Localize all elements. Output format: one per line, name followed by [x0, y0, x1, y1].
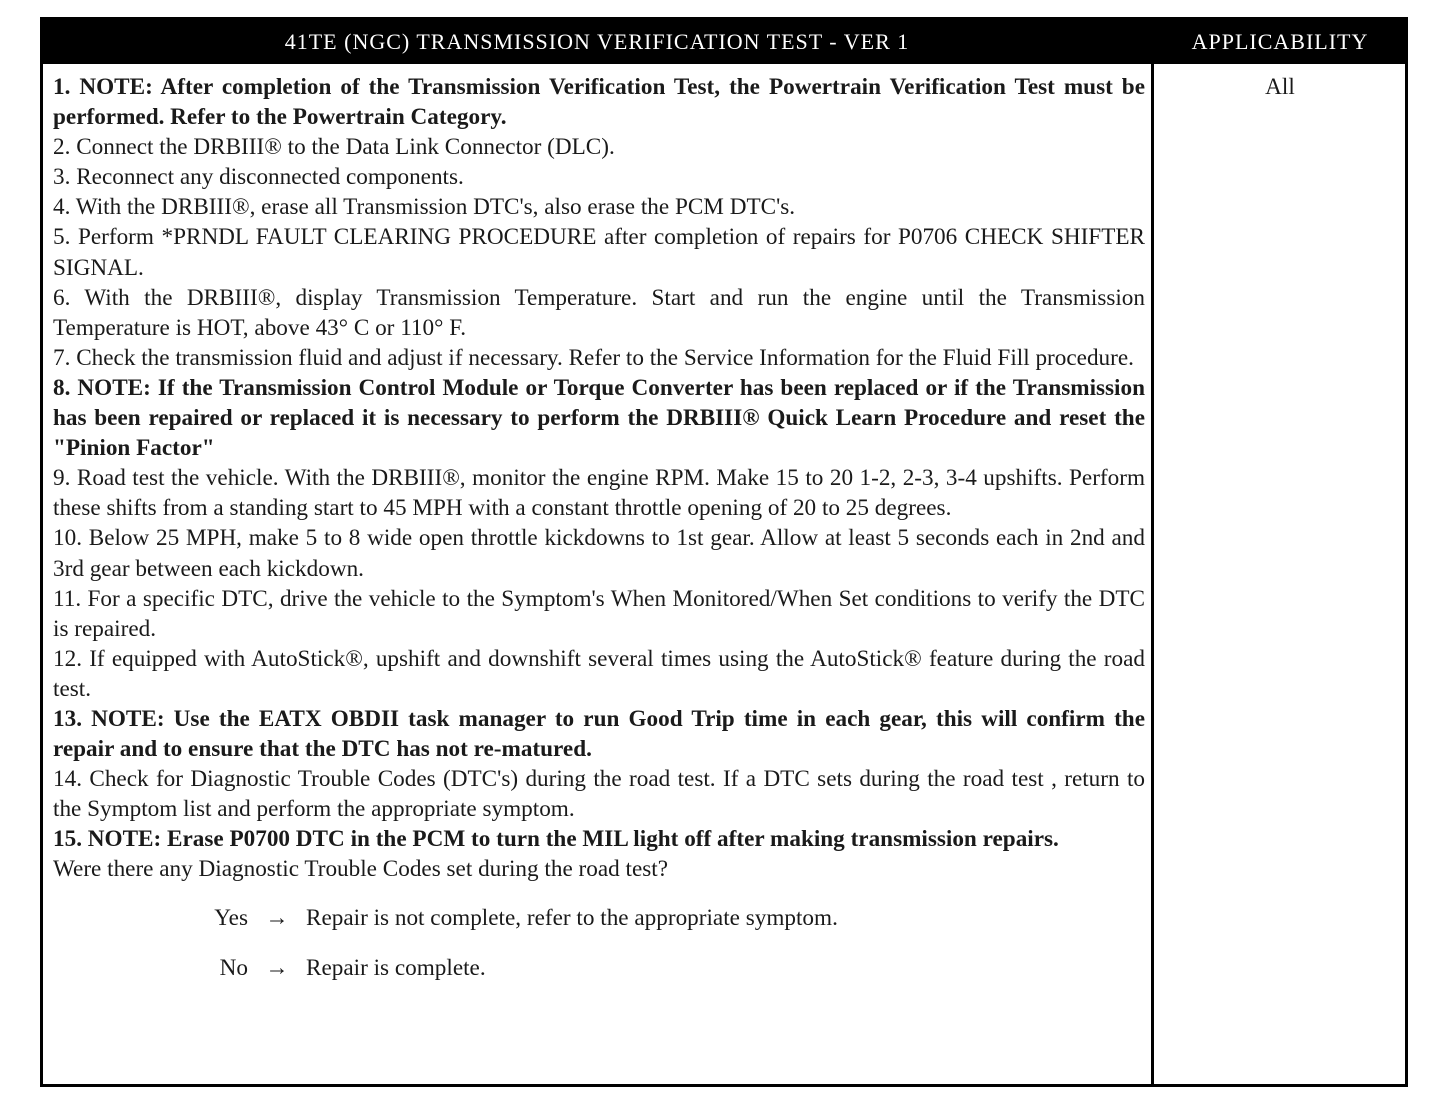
arrow-right-icon: →	[265, 904, 289, 931]
answer-no	[53, 953, 1145, 1003]
procedure-step: 7. Check the transmission fluid and adjust if necessary. Refer to the Service Information for the Fluid Fill procedure.	[53, 344, 1134, 371]
procedure-step: 2. Connect the DRBIII® to the Data Link Connector (DLC).	[53, 134, 615, 161]
procedure-step: 13. NOTE: Use the EATX OBDII task manager to run Good Trip time in each gear, this will confirm the repair and to ensure that the DTC has not re-matured.	[53, 705, 1145, 763]
applicability-header: APPLICABILITY	[1191, 29, 1369, 54]
column-divider	[1151, 64, 1154, 1087]
answer-label: Yes	[214, 904, 248, 931]
procedure-step: 12. If equipped with AutoStick®, upshift and downshift several times using the AutoStick® feature during the road test.	[53, 645, 1145, 702]
procedure-step: 8. NOTE: If the Transmission Control Module or Torque Converter has been replaced or if the Transmission has been repaired or replaced it is necessary to perform the DRBIII® Quick Learn Procedure and reset the "Pinion Factor"	[53, 374, 1145, 462]
answer-result: Repair is not complete, refer to the appropriate symptom.	[306, 904, 838, 931]
procedure-step: 3. Reconnect any disconnected components.	[53, 164, 464, 191]
answer-result: Repair is complete.	[306, 954, 486, 981]
answer-label: No	[219, 954, 248, 981]
procedure-step: 4. With the DRBIII®, erase all Transmission DTC's, also erase the PCM DTC's.	[53, 194, 796, 221]
procedure-step: 1. NOTE: After completion of the Transmission Verification Test, the Powertrain Verification Test must be performed. Refer to the Powertrain Category.	[53, 74, 1145, 131]
procedure-step: 9. Road test the vehicle. With the DRBIII®, monitor the engine RPM. Make 15 to 20 1-2, 2-3, 3-4 upshifts. Perform these shifts from a standing start to 45 MPH with a constant throttle opening of 20 to 25 degrees.	[53, 465, 1145, 522]
procedure-step: 5. Perform *PRNDL FAULT CLEARING PROCEDURE after completion of repairs for P0706 CHECK SHIFTER SIGNAL.	[53, 224, 1145, 281]
table-header	[43, 20, 1405, 64]
test-title: 41TE (NGC) TRANSMISSION VERIFICATION TEST - VER 1	[284, 29, 910, 54]
answer-yes	[53, 903, 1145, 953]
procedure-step: 10. Below 25 MPH, make 5 to 8 wide open throttle kickdowns to 1st gear. Allow at least 5 seconds each in 2nd and 3rd gear between each kickdown.	[53, 525, 1145, 582]
procedure-step: 6. With the DRBIII®, display Transmission Temperature. Start and run the engine until the Transmission Temperature is HOT, above 43° C or 110° F.	[53, 284, 1145, 341]
step-list	[53, 72, 1145, 854]
verification-test-table	[40, 17, 1408, 1087]
procedure-column	[53, 72, 1145, 1003]
question-text: Were there any Diagnostic Trouble Codes set during the road test?	[53, 856, 669, 883]
arrow-right-icon: →	[265, 954, 289, 981]
procedure-step: 14. Check for Diagnostic Trouble Codes (DTC's) during the road test. If a DTC sets during the road test , return to the Symptom list and perform the appropriate symptom.	[53, 766, 1145, 823]
procedure-step: 15. NOTE: Erase P0700 DTC in the PCM to turn the MIL light off after making transmission repairs.	[53, 826, 1059, 853]
answer-list	[53, 903, 1145, 1003]
applicability-value: All	[1265, 74, 1295, 100]
procedure-step: 11. For a specific DTC, drive the vehicle to the Symptom's When Monitored/When Set conditions to verify the DTC is repaired.	[53, 585, 1145, 642]
